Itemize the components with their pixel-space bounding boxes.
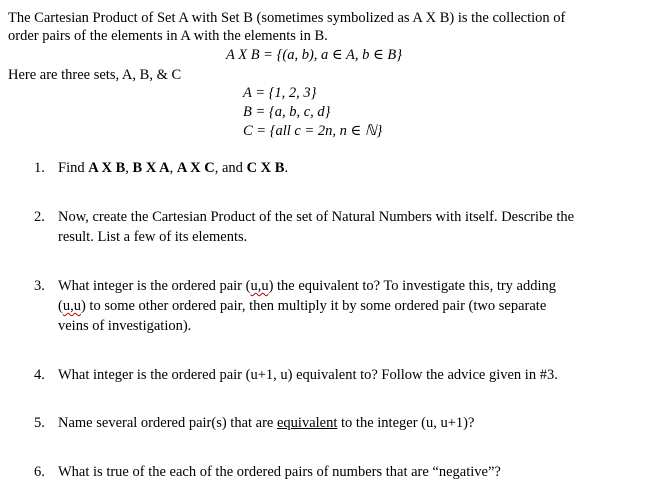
question-number: 6.	[34, 464, 45, 480]
question-number: 5.	[34, 415, 45, 431]
intro-line-1: The Cartesian Product of Set A with Set B (sometimes symbolized as A X B) is the collection of	[8, 10, 566, 26]
sets-intro: Here are three sets, A, B, & C	[8, 67, 182, 83]
question-text: What integer is the ordered pair (u+1, u) equivalent to? Follow the advice given in #3.	[58, 367, 558, 383]
question-text-line-1: What integer is the ordered pair (u,u) the equivalent to? To investigate this, try adding	[58, 278, 557, 294]
question-text: What is true of the each of the ordered pairs of numbers that are “negative”?	[58, 464, 501, 480]
question-text-line-2: result. List a few of its elements.	[58, 229, 248, 245]
question-number: 3.	[34, 278, 45, 294]
intro-line-2: order pairs of the elements in A with the elements in B.	[8, 28, 328, 44]
question-number: 1.	[34, 160, 45, 176]
question-text-line-2: (u,u) to some other ordered pair, then multiply it by some ordered pair (two separate	[58, 298, 547, 314]
cartesian-product-formula: A X B = {(a, b), a ∈ A, b ∈ B}	[226, 47, 403, 63]
question-text-line-3: veins of investigation).	[58, 318, 192, 334]
question-number: 2.	[34, 209, 45, 225]
set-a-definition: A = {1, 2, 3}	[243, 85, 317, 101]
question-text: Find A X B, B X A, A X C, and C X B.	[58, 160, 289, 176]
set-b-definition: B = {a, b, c, d}	[243, 104, 331, 120]
set-c-definition: C = {all c = 2n, n ∈ ℕ}	[243, 123, 383, 139]
question-text: Name several ordered pair(s) that are equivalent to the integer (u, u+1)?	[58, 415, 475, 431]
question-text-line-1: Now, create the Cartesian Product of the set of Natural Numbers with itself. Describe the	[58, 209, 575, 225]
question-number: 4.	[34, 367, 45, 383]
